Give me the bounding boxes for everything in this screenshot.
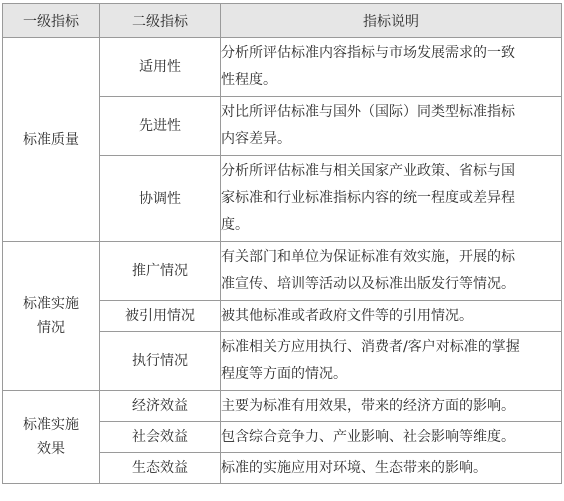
level1-cell: [3, 38, 100, 242]
description-line: 被其他标准或者政府文件等的引用情况。: [221, 307, 473, 324]
description-cell: [221, 391, 562, 422]
header-level2: 二级指标: [100, 4, 221, 38]
description-line: 分析所评估标准与相关国家产业政策、省标与国: [221, 163, 515, 179]
description-line: 包含综合竞争力、产业影响、社会影响等维度。: [221, 428, 515, 445]
level2-cell: 生态效益: [100, 453, 221, 484]
level2-cell: 经济效益: [100, 391, 221, 422]
description-line: 主要为标准有用效果，带来的经济方面的影响。: [221, 397, 515, 414]
level1-text: 标准实施: [23, 296, 79, 312]
description-line: 有关部门和单位为保证标准有效实施，开展的标: [221, 249, 515, 265]
level2-cell: 推广情况: [100, 242, 221, 301]
description-line: 家标准和行业标准指标内容的统一程度或差异程: [221, 190, 515, 206]
level2-cell: 先进性: [100, 97, 221, 156]
description-line: 分析所评估标准内容指标与市场发展需求的一致: [221, 45, 515, 61]
level1-text: 标准质量: [23, 131, 79, 148]
description-line: 对比所评估标准与国外（国际）同类型标准指标: [221, 104, 515, 120]
table-body: [3, 38, 562, 484]
level2-cell: 社会效益: [100, 422, 221, 453]
table-row: [3, 242, 562, 301]
level1-text: 情况: [37, 320, 65, 336]
level1-cell: [3, 391, 100, 484]
description-cell: [221, 156, 562, 242]
description-line: 内容差异。: [221, 131, 291, 147]
description-line: 性程度。: [221, 72, 277, 88]
level1-text: 标准实施: [23, 417, 79, 433]
description-line: 度。: [221, 217, 249, 233]
level1-cell: [3, 242, 100, 391]
level2-cell: 执行情况: [100, 332, 221, 391]
description-line: 准宣传、培训等活动以及标准出版发行等情况。: [221, 276, 515, 292]
description-line: 标准相关方应用执行、消费者/客户对标准的掌握: [221, 339, 520, 355]
description-cell: [221, 242, 562, 301]
table-row: [3, 391, 562, 422]
description-cell: [221, 332, 562, 391]
description-cell: [221, 422, 562, 453]
description-line: 标准的实施应用对环境、生态带来的影响。: [221, 459, 487, 476]
level2-cell: 协调性: [100, 156, 221, 242]
description-cell: [221, 301, 562, 332]
table-row: [3, 38, 562, 97]
description-cell: [221, 97, 562, 156]
description-cell: [221, 38, 562, 97]
header-row: [3, 4, 562, 38]
header-description: 指标说明: [221, 4, 562, 38]
description-line: 程度等方面的情况。: [221, 366, 347, 382]
indicator-table: [2, 3, 562, 484]
level2-cell: 被引用情况: [100, 301, 221, 332]
description-cell: [221, 453, 562, 484]
level2-cell: 适用性: [100, 38, 221, 97]
table-header: [3, 4, 562, 38]
level1-text: 效果: [37, 441, 65, 457]
header-level1: 一级指标: [3, 4, 100, 38]
